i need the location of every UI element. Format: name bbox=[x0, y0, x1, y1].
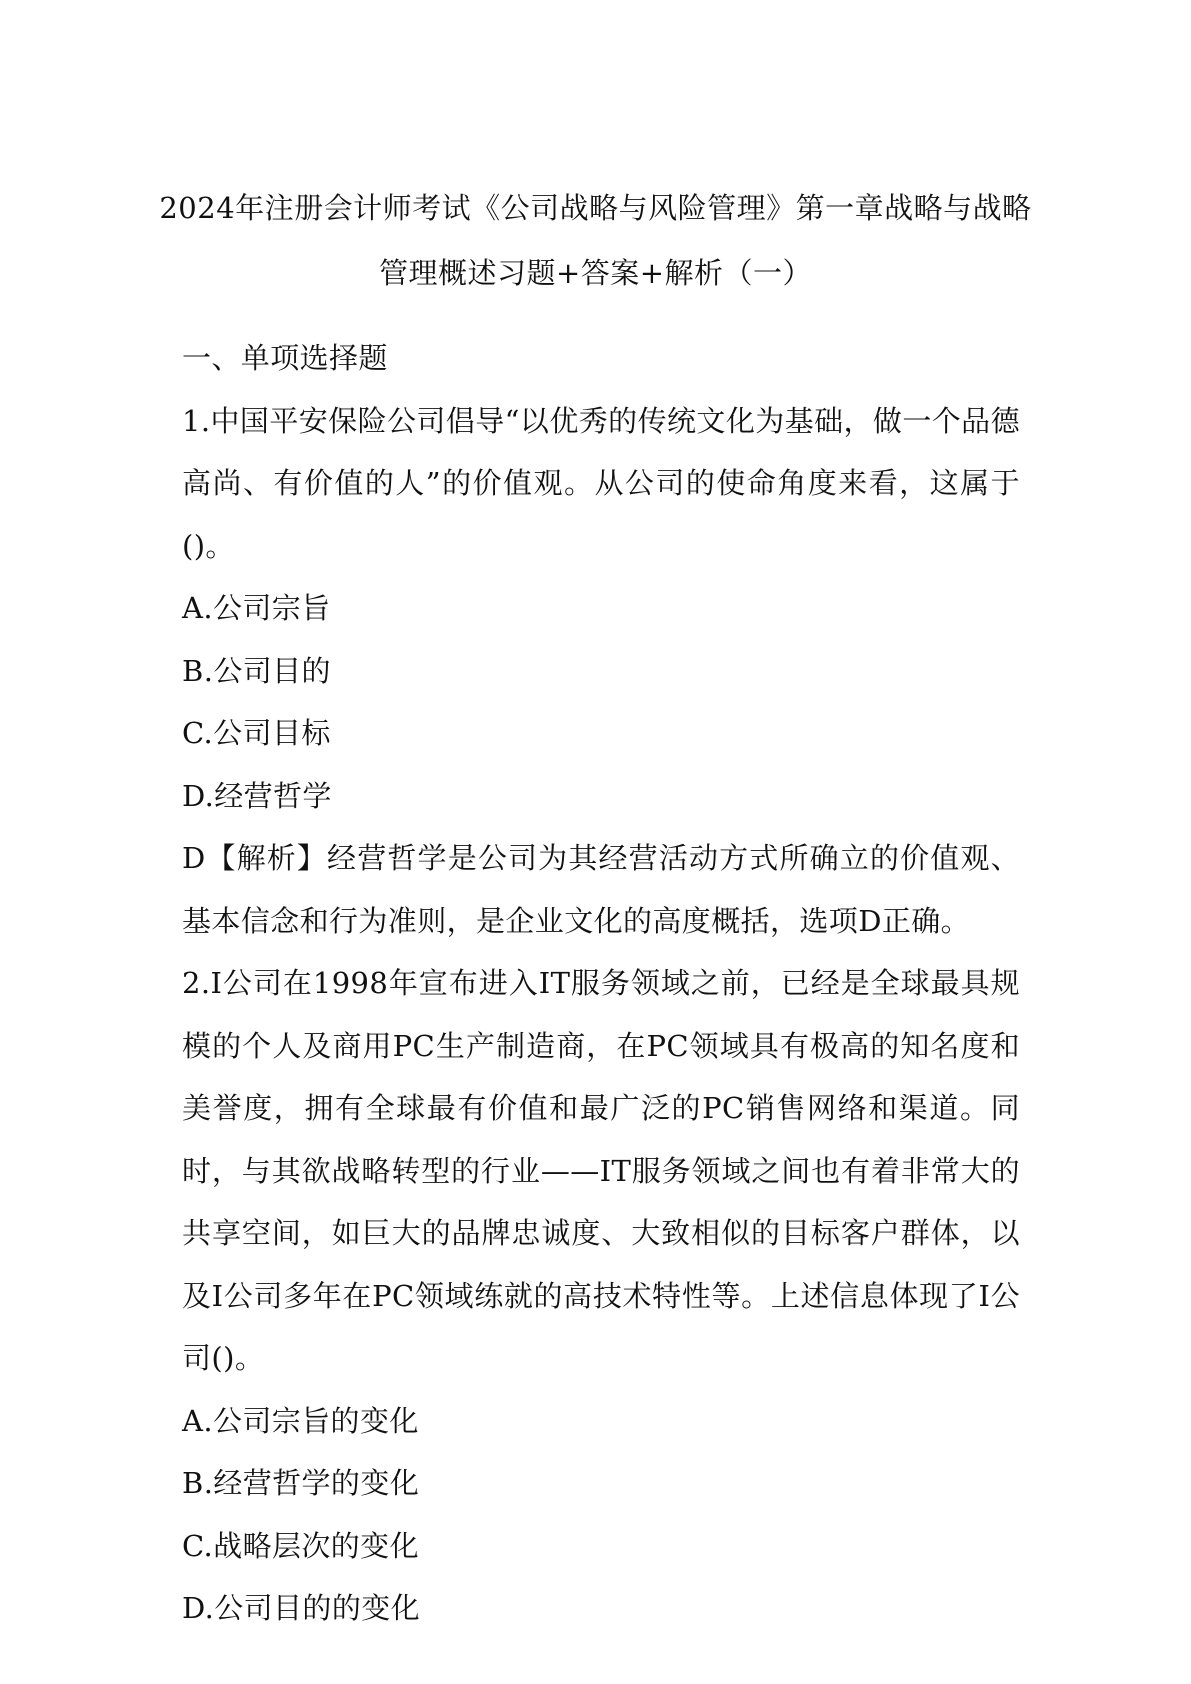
title-line-1: 2024年注册会计师考试《公司战略与风险管理》第一章战略与战略 bbox=[159, 191, 1032, 225]
question-1-option-c: C.公司目标 bbox=[182, 716, 331, 750]
title-line-2: 管理概述习题+答案+解析（一） bbox=[378, 256, 813, 290]
question-1-option-a: A.公司宗旨 bbox=[182, 591, 331, 625]
question-1-stem: 1.中国平安保险公司倡导“以优秀的传统文化为基础，做一个品德高尚、有价值的人”的价值观。从公司的使命角度来看，这属于()。 bbox=[182, 403, 1020, 563]
question-2-option-a: A.公司宗旨的变化 bbox=[182, 1403, 419, 1438]
question-2-option-b: B.经营哲学的变化 bbox=[182, 1466, 420, 1500]
question-1-option-b: B.公司目的 bbox=[182, 653, 331, 688]
question-1-option-d: D.经营哲学 bbox=[182, 778, 332, 813]
question-2-option-d: D.公司目的的变化 bbox=[182, 1591, 421, 1625]
section-heading: 一、单项选择题 bbox=[182, 341, 388, 375]
question-2-stem: 2.I公司在1998年宣布进入IT服务领域之前，已经是全球最具规模的个人及商用PC生产制造商，在PC领域具有极高的知名度和美誉度，拥有全球最有价值和最广泛的PC销售网络和渠道。同时，与其欲战略转型的行业——IT服务领域之间也有着非常大的共享空间，如巨大的品牌忠诚度、大致相似的目标客户群体，以及I公司多年在PC领域练就的高技术特性等。上述信息体现了I公司()。 bbox=[182, 966, 1020, 1375]
document-body bbox=[182, 327, 1020, 1640]
question-1-analysis: D【解析】经营哲学是公司为其经营活动方式所确立的价值观、基本信念和行为准则，是企业文化的高度概括，选项D正确。 bbox=[182, 841, 1020, 938]
question-2-option-c: C.战略层次的变化 bbox=[182, 1528, 419, 1563]
document-title bbox=[120, 176, 1071, 306]
